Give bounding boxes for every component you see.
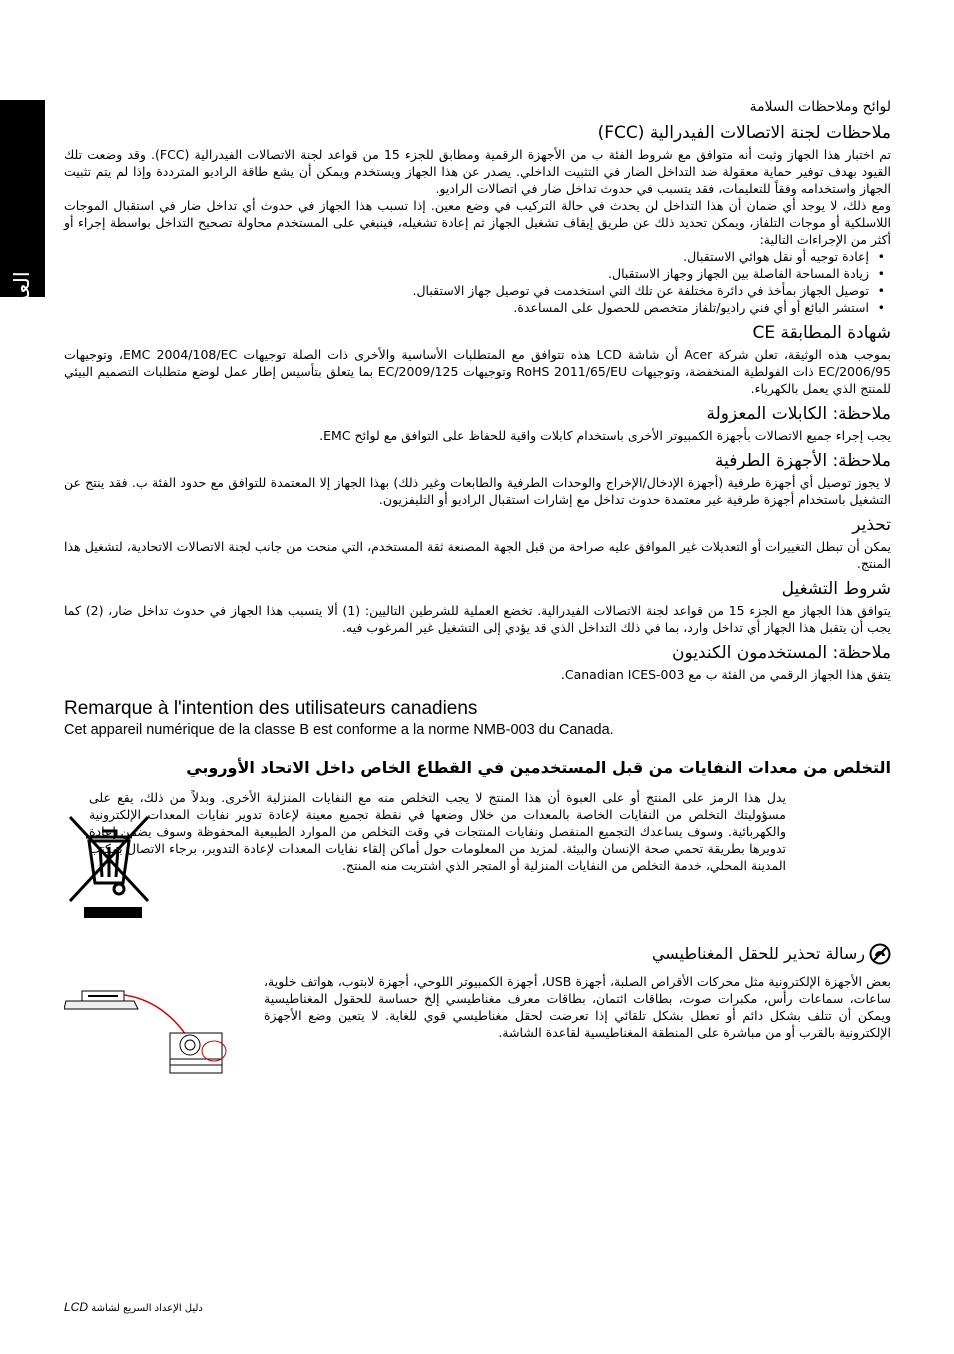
peripherals-paragraph: لا يجوز توصيل أي أجهزة طرفية (أجهزة الإدخال/الإخراج والوحدات الطرفية والطابعات وغير ذلك) بهذا الجهاز إلا المعتمدة للتوافق مع حدود الفئة ب. فقد ينتج عن التشغيل باستخدام أجهزة طرفية غير معتمدة حدوث تداخل مع إشارات استقبال الراديو أو التليفزيون. xyxy=(64,475,891,507)
footer-lcd: LCD xyxy=(64,1300,89,1314)
caution-heading: تحذير xyxy=(852,515,891,535)
list-item: • زيادة المساحة الفاصلة بين الجهاز وجهاز الاستقبال. xyxy=(64,265,869,282)
peripherals-heading: ملاحظة: الأجهزة الطرفية xyxy=(714,451,891,471)
weee-section xyxy=(64,789,891,929)
footer-text: دليل الإعداد السريع لشاشة xyxy=(91,1303,203,1314)
ce-paragraph: بموجب هذه الوثيقة، تعلن شركة Acer أن شاشة LCD هذه تتوافق مع المتطلبات الأساسية والأخرى ذات الصلة توجيهات EMC 2004/108/EC، وتوجيهات 2006/95/EC ذات الفولطية المنخفضة، وتوجيهات RoHS 2011/65/EU وتوجيهات 2009/125/EC بما يتعلق بتأسيس إطار عمل لوضع متطلبات التصميم البيئي للمنتج الذي يعمل بالكهرباء. xyxy=(64,347,891,396)
ce-heading: شهادة المطابقة CE xyxy=(752,323,891,343)
page-footer xyxy=(64,1300,203,1314)
magnet-warning-icon xyxy=(869,943,891,965)
caution-paragraph: يمكن أن تبطل التغييرات أو التعديلات غير الموافق عليه صراحة من قبل الجهة المصنعة ثقة المستخدم، التي منحت من جانب لجنة الاتصالات الاتحادية، لتشغيل هذا المنتج. xyxy=(64,539,891,571)
document-body xyxy=(64,98,891,1083)
canada-arabic-heading: ملاحظة: المستخدمون الكنديون xyxy=(672,643,891,663)
fcc-paragraph-1: تم اختبار هذا الجهاز وثبت أنه متوافق مع شروط الفئة ب من الأجهزة الرقمية ومطابق للجزء 15 من قواعد لجنة الاتصالات الفيدرالية (FCC). وقد وضعت تلك القيود بهدف توفير حماية معقولة ضد التداخل الضار في التثبيت الداخلي. يصدر عن هذا الجهاز ويستخدم ويمكن أن يشع طاقة الراديو المترددة وإذا لم يتم تثبيت الجهاز واستخدامه وفقاً للتعليمات، فقد يتسبب في حدوث تداخل ضار في اتصالات الراديو. xyxy=(64,147,892,196)
magnetic-heading-row xyxy=(64,943,891,965)
language-tab-label: العربية xyxy=(10,271,34,329)
canada-french-paragraph: Cet appareil numérique de la classe B est conforme a la norme NMB-003 du Canada. xyxy=(64,722,614,738)
list-item: • استشر البائع أو أي فني راديو/تلفاز متخصص للحصول على المساعدة. xyxy=(64,299,869,316)
fcc-paragraph-2: ومع ذلك، لا يوجد أي ضمان أن هذا التداخل لن يحدث في حالة التركيب في وضع معين. إذا تسبب هذا الجهاز في حدوث أي تداخل ضار في استقبال الموجات اللاسلكية أو موجات التلفاز، ويمكن تحديد ذلك عن طريق إيقاف تشغيل الجهاز ثم إعادة تشغيله، فينبغي على المستخدم محاولة تصحيح التداخل بواسطة إجراء أو أكثر من الإجراءات التالية: xyxy=(64,198,891,247)
canada-french-notice xyxy=(64,697,891,739)
list-item: • توصيل الجهاز بمأخذ في دائرة مختلفة عن تلك التي استخدمت في توصيل جهاز الاستقبال. xyxy=(64,282,869,299)
magnetic-heading: رسالة تحذير للحقل المغناطيسي xyxy=(651,944,865,963)
fcc-heading: ملاحظات لجنة الاتصالات الفيدرالية (FCC) xyxy=(597,123,891,143)
monitor-base-magnet-illustration xyxy=(64,973,244,1083)
safety-title: لوائح وملاحظات السلامة xyxy=(749,99,891,115)
cables-heading: ملاحظة: الكابلات المعزولة xyxy=(706,404,891,424)
canada-arabic-paragraph: يتفق هذا الجهاز الرقمي من الفئة ب مع Canadian ICES-003. xyxy=(560,667,891,682)
magnetic-paragraph: بعض الأجهزة الإلكترونية مثل محركات الأقراص الصلبة، أجهزة USB، أجهزة الكمبيوتر اللوحي، أجهزة لابتوب، هواتف خلوية، ساعات، سماعات رأس، مكبرات صوت، بطاقات ائتمان، بطاقات معرف مغناطيسي إلخ حساسة للحقول المغناطيسية ويمكن أن تتلف بشكل دائم أو تعطل بشكل تلقائي إذا تعرضت لحقل مغناطيسي قوي للغاية. لا يتعين وضع الأجهزة الإلكترونية بالقرب أو من مباشرة على المنطقة المغناطيسية لقاعدة الشاشة. xyxy=(264,974,891,1040)
language-side-tab xyxy=(0,100,45,329)
crossed-out-wheelie-bin-icon xyxy=(64,809,154,919)
fcc-measures-list xyxy=(64,248,891,316)
magnetic-section xyxy=(64,973,891,1083)
operation-paragraph: يتوافق هذا الجهاز مع الجزء 15 من قواعد لجنة الاتصالات الفيدرالية. تخضع العملية للشرطين التاليين: (1) ألا يتسبب هذا الجهاز في حدوث تداخل ضار، (2) كما يجب أن يتقبل هذا الجهاز أي تداخل وارد، بما في ذلك التداخل الذي قد يؤدي إلى التشغيل غير المرغوب فيه. xyxy=(64,603,891,635)
canada-french-heading: Remarque à l'intention des utilisateurs canadiens xyxy=(64,698,478,719)
list-item: • إعادة توجيه أو نقل هوائي الاستقبال. xyxy=(64,248,869,265)
weee-heading: التخلص من معدات النفايات من قبل المستخدمين في القطاع الخاص داخل الاتحاد الأوروبي xyxy=(186,758,891,777)
cables-paragraph: يجب إجراء جميع الاتصالات بأجهزة الكمبيوتر الأخرى باستخدام كابلات واقية للحفاظ على التوافق مع لوائح EMC. xyxy=(319,428,891,443)
operation-heading: شروط التشغيل xyxy=(781,579,891,599)
weee-paragraph: يدل هذا الرمز على المنتج أو على العبوة أن هذا المنتج لا يجب التخلص منه مع النفايات المنزلية الأخرى. وبدلاً من ذلك، يقع على مسؤوليتك التخلص من النفايات الخاصة بالمعدات من خلال وضعها في نقطة تجميع معينة لإعادة تدوير نفايات المعدات الإلكترونية والكهربائية. وسوف يساعدك التجميع المنفصل ونفايات المنتجات في وقت التخلص من الموارد الطبيعية المحفوظة وسوف يضمن إعادة تدويرها بطريقة تحمي صحة الإنسان والبيئة. لمزيد من المعلومات حول أماكن إلقاء نفايات المعدات لإعادة التدوير، برجاء الاتصال بمكتب المدينة المحلي، خدمة التخلص من النفايات المنزلية أو المتجر الذي اشتريت منه المنتج. xyxy=(89,790,786,873)
